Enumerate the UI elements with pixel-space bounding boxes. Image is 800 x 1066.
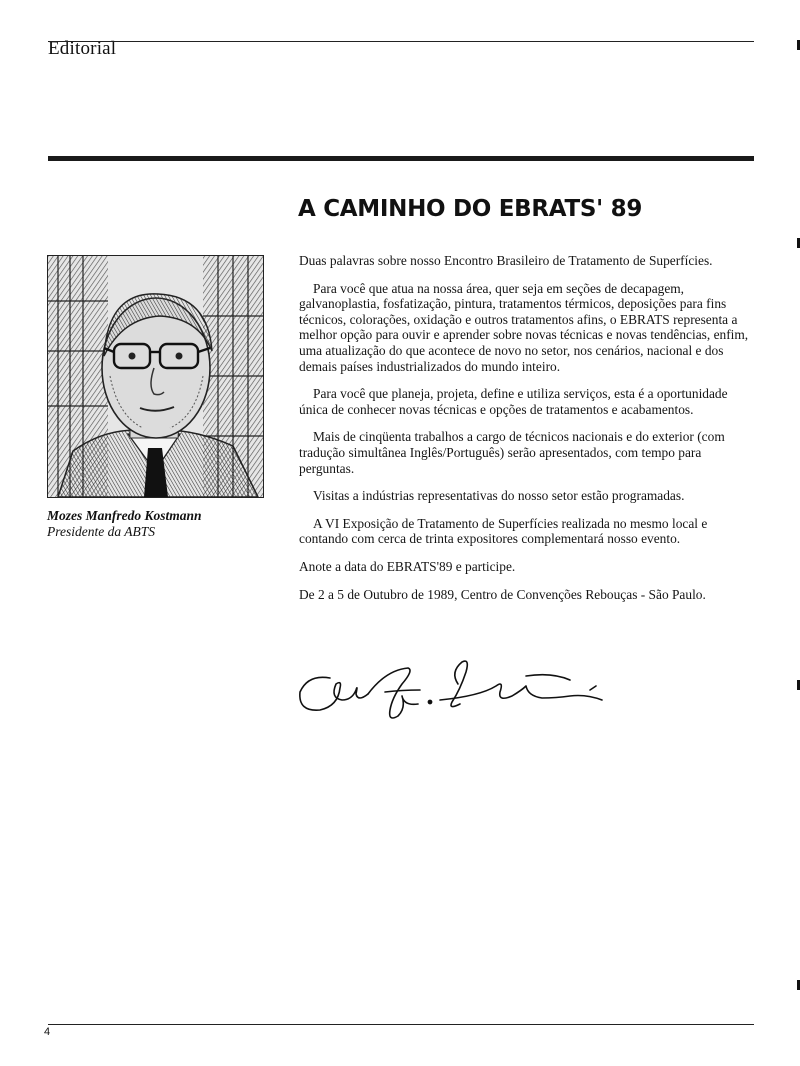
paragraph: De 2 a 5 de Outubro de 1989, Centro de Convenções Rebouças - São Paulo.	[299, 586, 706, 602]
caption-role: Presidente da ABTS	[47, 524, 155, 539]
paragraph: A VI Exposição de Tratamento de Superfícies realizada no mesmo local e contando com cerca de trinta expositores complementará nosso evento.	[299, 515, 708, 547]
handwritten-signature	[290, 650, 620, 730]
article-title: A CAMINHO DO EBRATS' 89	[298, 196, 643, 222]
caption-name: Mozes Manfredo Kostmann	[47, 508, 202, 523]
page-number: 4	[44, 1026, 51, 1038]
paragraph: Visitas a indústrias representativas do nosso setor estão programadas.	[313, 488, 685, 504]
photo-caption	[47, 508, 277, 540]
portrait-photo	[47, 255, 264, 498]
paragraph: Mais de cinqüenta trabalhos a cargo de técnicos nacionais e do exterior (com tradução simultânea Inglês/Português) serão apresentados, com tempo para perguntas.	[299, 429, 725, 476]
bottom-rule	[48, 1024, 754, 1025]
top-rule	[48, 41, 754, 42]
paragraph: Para você que planeja, projeta, define e utiliza serviços, esta é a oportunidade única de conhecer novas técnicas e opções de tratamentos e acabamentos.	[299, 386, 728, 417]
paragraph: Anote a data do EBRATS'89 e participe.	[299, 558, 516, 574]
section-label: Editorial	[48, 38, 117, 59]
thick-divider	[48, 156, 754, 161]
paragraph-intro: Duas palavras sobre nosso Encontro Brasileiro de Tratamento de Superfícies.	[299, 253, 713, 268]
paragraph: Para você que atua na nossa área, quer seja em seções de decapagem, galvanoplastia, fosfatização, pintura, tratamentos térmicos, deposições para fins técnicos, colorações, oxidação e outros tratamentos afins, o EBRATS representa a melhor opção para ouvir e aprender sobre novas técnicas e novas tendências, enfim, uma atualização do que acontece de novo no setor, nos cenários, nacional e dos demais países industrializados do mundo inteiro.	[299, 280, 749, 374]
article-body	[299, 253, 759, 614]
